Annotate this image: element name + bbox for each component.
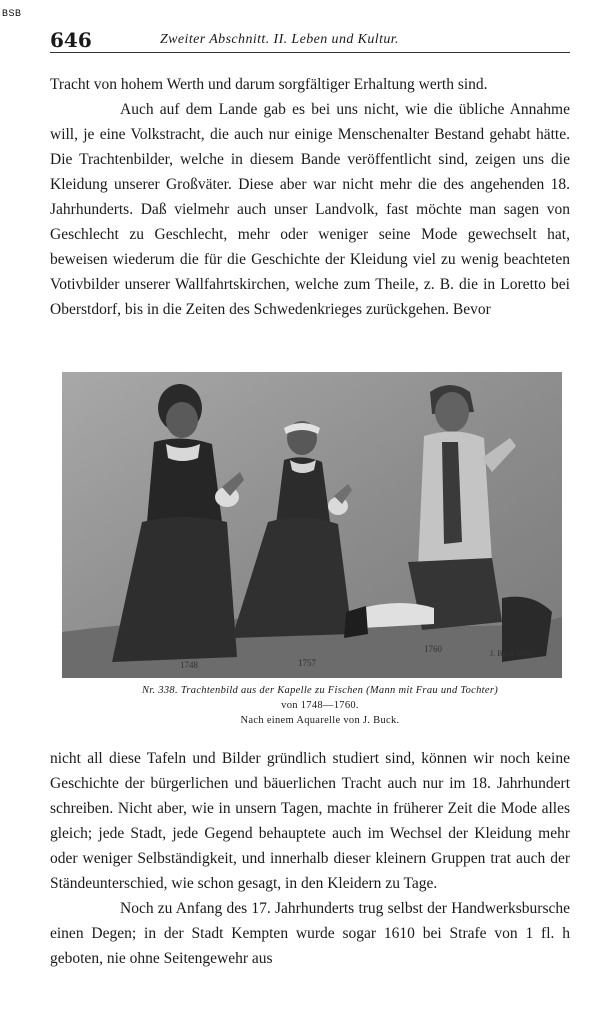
illustration-figure	[62, 372, 562, 678]
caption-date: von 1748—1760.	[281, 700, 359, 711]
caption-credit: Nach einem Aquarelle von J. Buck.	[240, 715, 400, 726]
inscription-year: 1748	[180, 660, 198, 670]
paragraph: nicht all diese Tafeln und Bilder gründlich studiert sind, können wir noch keine Geschichte der bürgerlichen und bäuerlichen Tracht auch nur im 18. Jahrhundert schreiben. Nicht aber, wie in unsern Tagen, machte in früherer Zeit die Mode alles gleich; jede Stadt, jede Gegend behauptete auch im Wechsel der Kleidung mehr oder weniger Selbständigkeit, und innerhalb dieser kleinern Gruppen trat auch der Ständeunterschied, wie schon gesagt, in den Kleidern zu Tage.	[50, 750, 570, 892]
paragraph: Auch auf dem Lande gab es bei uns nicht, wie die übliche Annahme will, je eine Volkstracht, die auch nur einige Menschenalter Bestand gehabt hätte. Die Trachtenbilder, welche in diesem Bande veröffentlicht sind, zeigen uns die Kleidung unserer Großväter. Diese aber war nicht mehr die des angehenden 18. Jahrhunderts. Daß vielmehr auch unser Landvolk, fast möchte man sagen von Geschlecht zu Geschlecht, mehr oder weniger seine Mode gewechselt hat, beweisen wiederum die für die Geschichte der Kleidung viel zu wenig beachteten Votivbilder unserer Wallfahrtskirchen, welche zum Theile, z. B. die in Loretto bei Oberstdorf, bis in die Zeiten des Schwedenkrieges zurückgehen. Bevor	[50, 101, 570, 318]
page-header	[50, 26, 570, 53]
artist-signature: J. Buck 1896	[490, 649, 532, 658]
kneeling-family-illustration	[62, 372, 562, 678]
paragraph: Noch zu Anfang des 17. Jahrhunderts trug selbst der Handwerksbursche einen Degen; in der Stadt Kempten wurde sogar 1610 bei Strafe von 1 fl. h geboten, nie ohne Seitengewehr aus	[50, 900, 570, 967]
inscription-year: 1760	[424, 644, 442, 654]
figure-caption	[50, 683, 590, 728]
body-text-bottom	[50, 746, 570, 971]
inscription-year: 1757	[298, 658, 316, 668]
paragraph: Tracht von hohem Werth und darum sorgfältiger Erhaltung werth sind.	[50, 76, 488, 93]
caption-title: Nr. 338. Trachtenbild aus der Kapelle zu Fischen (Mann mit Frau und Tochter)	[141, 685, 499, 696]
running-head: Zweiter Abschnitt. II. Leben und Kultur.	[160, 32, 399, 47]
body-text-top	[50, 72, 570, 322]
library-stamp: BSB	[2, 8, 22, 18]
page-number: 646	[50, 28, 92, 52]
